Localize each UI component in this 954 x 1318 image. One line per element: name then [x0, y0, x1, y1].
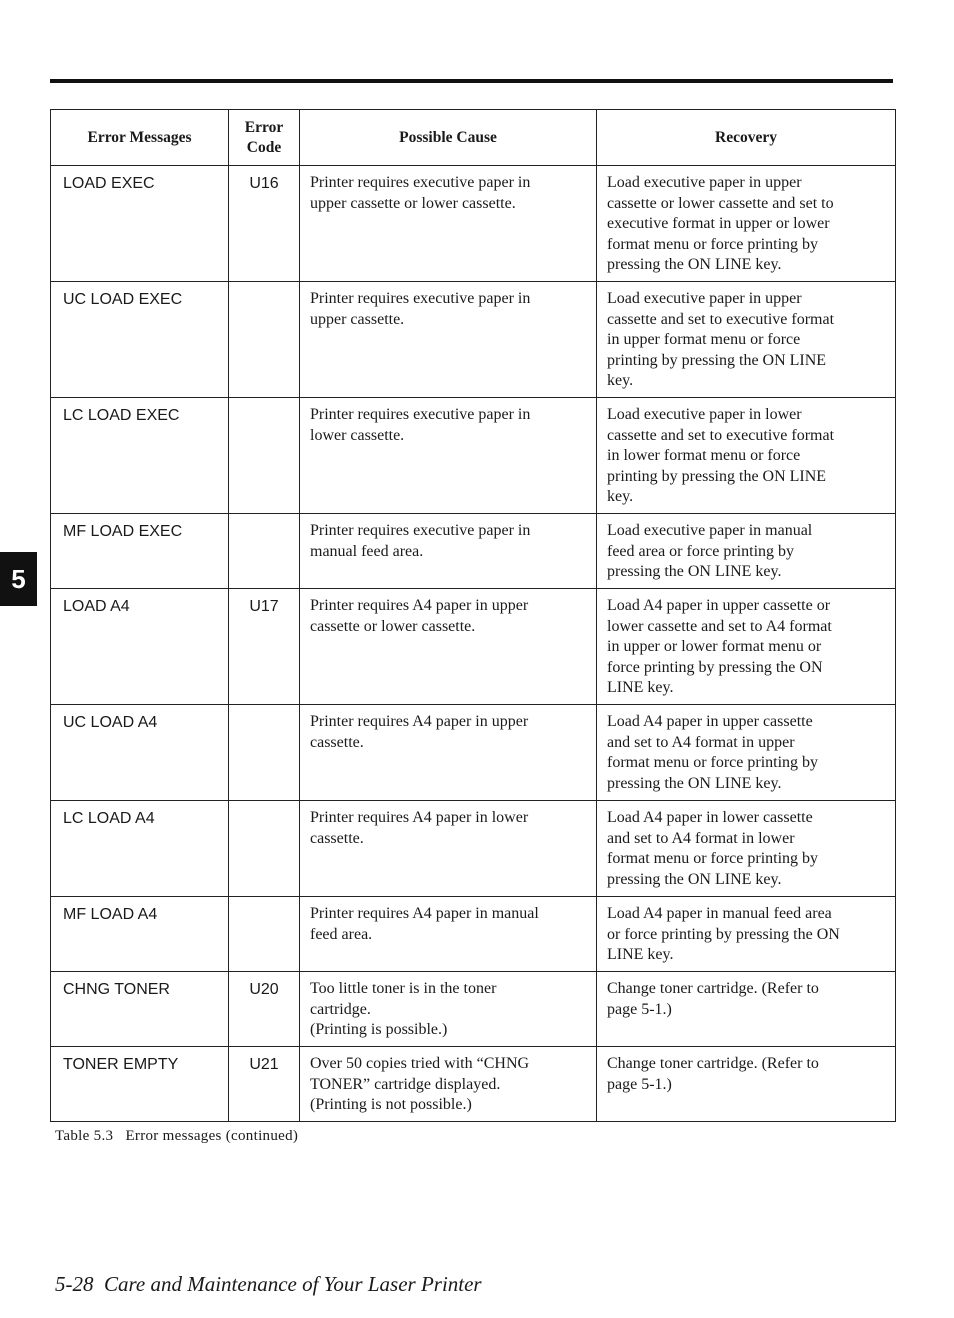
possible-cause-cell: Printer requires A4 paper in upper cassette or lower cassette. [300, 589, 597, 705]
error-message-cell: UC LOAD A4 [51, 705, 229, 801]
table-row [51, 972, 896, 1047]
recovery-cell: Load A4 paper in lower cassette and set to A4 format in lower format menu or force printing by pressing the ON LINE key. [597, 801, 896, 897]
error-code-cell [229, 801, 300, 897]
recovery-cell: Load executive paper in manual feed area or force printing by pressing the ON LINE key. [597, 514, 896, 589]
error-message-cell: LOAD A4 [51, 589, 229, 705]
table-row [51, 166, 896, 282]
recovery-cell: Load A4 paper in upper cassette or lower cassette and set to A4 format in upper or lower format menu or force printing by pressing the ON LINE key. [597, 589, 896, 705]
recovery-cell: Load executive paper in upper cassette and set to executive format in upper format menu or force printing by pressing the ON LINE key. [597, 282, 896, 398]
header-error-code: Error Code [229, 110, 300, 166]
table-row [51, 398, 896, 514]
possible-cause-cell: Printer requires executive paper in lower cassette. [300, 398, 597, 514]
error-message-cell: LOAD EXEC [51, 166, 229, 282]
error-message-cell: CHNG TONER [51, 972, 229, 1047]
error-code-cell: U17 [229, 589, 300, 705]
header-error-messages: Error Messages [51, 110, 229, 166]
recovery-cell: Change toner cartridge. (Refer to page 5-1.) [597, 1047, 896, 1122]
error-code-cell [229, 282, 300, 398]
possible-cause-cell: Printer requires A4 paper in lower cassette. [300, 801, 597, 897]
recovery-cell: Load A4 paper in manual feed area or force printing by pressing the ON LINE key. [597, 897, 896, 972]
error-messages-table [50, 109, 896, 1122]
table-header-row [51, 110, 896, 166]
error-message-cell: LC LOAD EXEC [51, 398, 229, 514]
possible-cause-cell: Printer requires A4 paper in upper cassette. [300, 705, 597, 801]
header-recovery: Recovery [597, 110, 896, 166]
possible-cause-cell: Printer requires executive paper in upper cassette or lower cassette. [300, 166, 597, 282]
error-code-cell [229, 705, 300, 801]
error-code-cell: U21 [229, 1047, 300, 1122]
error-message-cell: MF LOAD A4 [51, 897, 229, 972]
error-code-cell [229, 514, 300, 589]
recovery-cell: Load executive paper in lower cassette and set to executive format in lower format menu or force printing by pressing the ON LINE key. [597, 398, 896, 514]
error-code-cell: U16 [229, 166, 300, 282]
possible-cause-cell: Over 50 copies tried with “CHNG TONER” cartridge displayed. (Printing is not possible.) [300, 1047, 597, 1122]
error-message-cell: UC LOAD EXEC [51, 282, 229, 398]
table-row [51, 514, 896, 589]
error-code-cell: U20 [229, 972, 300, 1047]
header-possible-cause: Possible Cause [300, 110, 597, 166]
table-row [51, 705, 896, 801]
recovery-cell: Load A4 paper in upper cassette and set to A4 format in upper format menu or force printing by pressing the ON LINE key. [597, 705, 896, 801]
possible-cause-cell: Printer requires executive paper in manual feed area. [300, 514, 597, 589]
table-row [51, 589, 896, 705]
possible-cause-cell: Too little toner is in the toner cartridge. (Printing is possible.) [300, 972, 597, 1047]
chapter-tab: 5 [0, 552, 37, 606]
table-row [51, 897, 896, 972]
error-message-cell: MF LOAD EXEC [51, 514, 229, 589]
error-code-cell [229, 897, 300, 972]
error-message-cell: LC LOAD A4 [51, 801, 229, 897]
table-caption: Table 5.3 Error messages (continued) [55, 1128, 299, 1144]
recovery-cell: Change toner cartridge. (Refer to page 5-1.) [597, 972, 896, 1047]
page-footer: 5-28 Care and Maintenance of Your Laser Printer [55, 1272, 482, 1296]
possible-cause-cell: Printer requires executive paper in upper cassette. [300, 282, 597, 398]
error-code-cell [229, 398, 300, 514]
top-rule [50, 79, 893, 83]
possible-cause-cell: Printer requires A4 paper in manual feed area. [300, 897, 597, 972]
table-row [51, 1047, 896, 1122]
table-row [51, 282, 896, 398]
recovery-cell: Load executive paper in upper cassette or lower cassette and set to executive format in upper or lower format menu or force printing by pressing the ON LINE key. [597, 166, 896, 282]
table-row [51, 801, 896, 897]
error-message-cell: TONER EMPTY [51, 1047, 229, 1122]
